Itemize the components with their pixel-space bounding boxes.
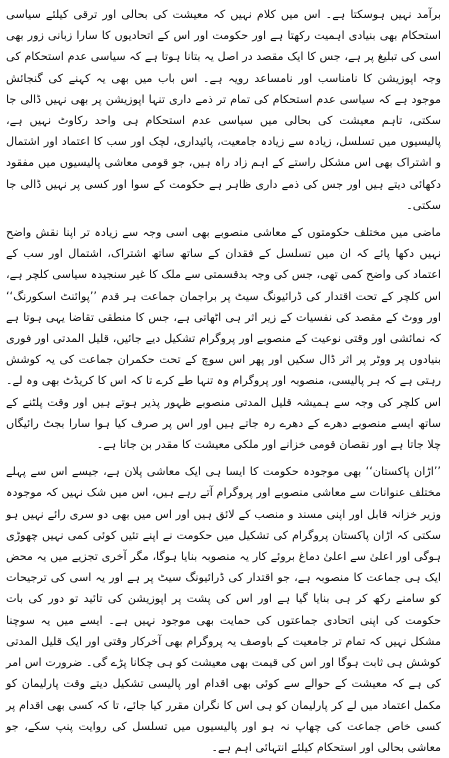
paragraph-3: ’’اڑان پاکستان‘‘ بھی موجودہ حکومت کا ایسا ہی ایک معاشی پلان ہے، جیسے اس سے پہلے مختلف عنوانات سے معاشی منصوبے اور پروگرام آتے رہے ہیں، اس میں شک نہیں کہ موجودہ وزیر خزانہ قابل اور اپنی مسند و منصب کے لائق ہیں اور اس میں بھی دو سری رائے نہیں ہو سکتی کہ اڑان پاکستان پروگرام کی تشکیل میں حکومت نے اپنے تئیں کوئی کمی نہیں چھوڑی ہوگی اور اعلیٰ سے اعلیٰ دماغ بروئے کار یہ منصوبہ بنایا ہوگا، مگر آخری تجزیے میں یہ محض ایک ہی جماعت کا منصوبہ ہے، جو اقتدار کی ڈرائیونگ سیٹ پر ہے اور یہ اسی کی ترجیحات کو سامنے رکھ کر ہی بنایا گیا ہے اور اس کی پشت پر اپوزیشن کی تائید تو دور کی بات حکومت کی اپنی اتحادی جماعتوں کی حمایت بھی موجود نہیں ہے۔ ایسے میں یہ سوچنا مشکل نہیں کہ تمام تر جامعیت کے باوصف یہ پروگرام بھی آخرکار وقتی اور ایک قلیل المدتی کوشش ہی ثابت ہوگا اور اس کی قیمت بھی معیشت کو ہی چکانا پڑے گی۔ ضرورت اس امر کی ہے کہ معیشت کے حوالے سے کوئی بھی اقدام اور پالیسی تشکیل دیتے وقت پارلیمان کو مکمل اعتماد میں لے کر پارلیمان کو ہی اس کا نگران مقرر کیا جائے، تا کہ کسی بھی اقدام پر کسی خاص جماعت کی چھاپ نہ ہو اور پالیسیوں میں تسلسل کی روایت پنپ سکے، جو معاشی بحالی اور استحکام کیلئے انتہائی اہم ہے۔ — [6, 465, 441, 754]
paragraph-2: ماضی میں مختلف حکومتوں کے معاشی منصوبے بھی اسی وجہ سے زیادہ تر اپنا نقش واضح نہیں دکھا پائے کہ ان میں تسلسل کے فقدان کے ساتھ ساتھ اشتراک، اشتمال اور سب کے اعتماد کی واضح کمی تھی، جس کی وجہ بدقسمتی سے ملک کا غیر سنجیدہ سیاسی کلچر ہے، اس کلچر کے تحت اقتدار کی ڈرائیونگ سیٹ پر براجمان جماعت ہر قدم ’’پوائنٹ اسکورنگ‘‘ اور ووٹ کے مقصد کی نفسیات کے زیر اثر ہی اٹھاتی ہے، جس کا منطقی تقاضا یہی ہوتا ہے کہ نمائشی اور وقتی نوعیت کے منصوبے اور پروگرام تشکیل دیے جائیں، قلیل المدتی اور فوری بنیادوں پر ووٹر پر اثر ڈال سکیں اور پھر اس سوچ کے تحت حکمران جماعت کی یہ کوشش رہتی ہے کہ ہر پالیسی، منصوبہ اور پروگرام وہ تنہا طے کرے تا کہ اس کا کریڈٹ بھی وہ لے۔ اس کلچر کی وجہ سے ہمیشہ قلیل المدتی منصوبے ظہور پذیر ہوتے ہیں اور وقت پلٹنے کے ساتھ ایسے منصوبے دھرے کے دھرے رہ جاتے ہیں اور اس پر صرف کیا ہوا سارا بجٹ رائیگاں چلا جاتا ہے اور نقصان قومی خزانے اور ملکی معیشت کا مقدر بن جاتا ہے۔ — [6, 226, 441, 452]
paragraph-1: برآمد نہیں ہوسکتا ہے۔ اس میں کلام نہیں کہ معیشت کی بحالی اور ترقی کیلئے سیاسی استحکام بھی بنیادی اہمیت رکھتا ہے اور حکومت اور اس کے اتحادیوں کا سارا زبانی زور بھی اسی کی تبلیغ پر ہے، جس کا ایک مقصد در اصل یہ بتانا ہوتا ہے کہ سیاسی عدم استحکام کی وجہ اپوزیشن کا نامناسب اور نامساعد رویہ ہے۔ اس باب میں بھی یہ کہنے کی گنجائش موجود ہے کہ سیاسی عدم استحکام کی تمام تر ذمے داری تنہا اپوزیشن پر بھی نہیں ڈالی جا سکتی، تاہم معیشت کی بحالی میں سیاسی عدم استحکام ہی واحد رکاوٹ نہیں ہے، پالیسیوں میں تسلسل، زیادہ سے زیادہ جامعیت، پائیداری، لچک اور سب کا اعتماد اور اشتمال و اشتراک بھی اس مشکل راستے کے اہم زاد راہ ہیں، جو قومی معاشی پالیسیوں میں مفقود دکھائی دیتے ہیں اور جس کی ذمے داری ظاہر ہے حکومت کے سوا اور کسی پر نہیں ڈالی جا سکتی۔ — [6, 8, 441, 212]
